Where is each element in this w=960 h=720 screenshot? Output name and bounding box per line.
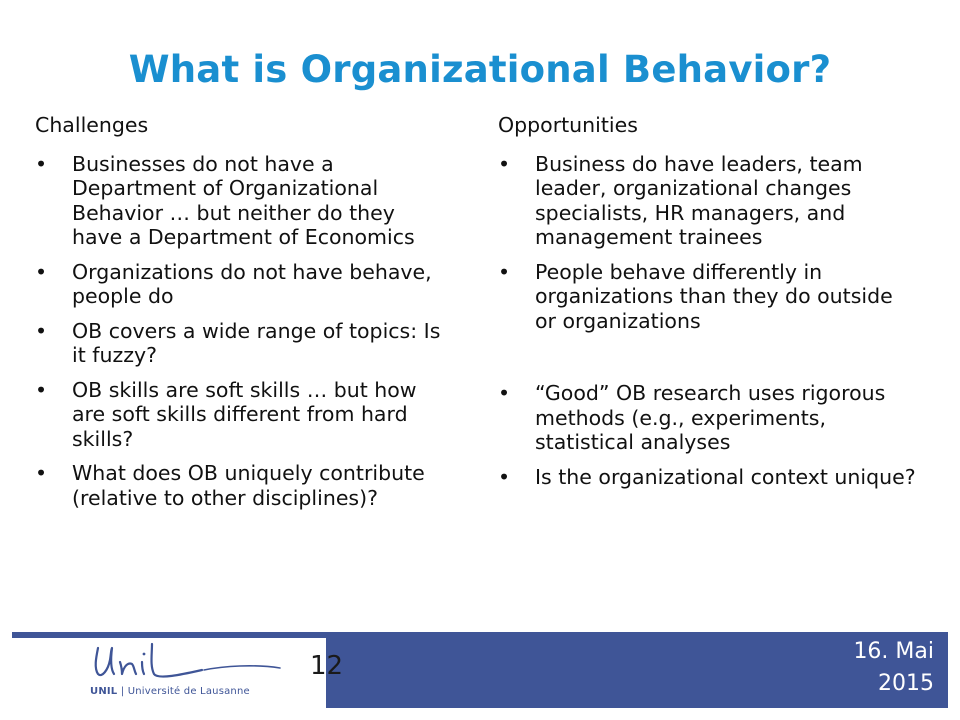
bullet-icon: • [498, 381, 511, 405]
bullet-icon: • [35, 151, 48, 176]
list-item-text: Business do have leaders, team leader, organizational changes specialists, HR managers, and management trainees [535, 151, 863, 249]
challenges-heading: Challenges [35, 113, 149, 137]
list-item [35, 152, 450, 250]
bullet-icon: • [35, 318, 48, 343]
list-item [498, 260, 918, 334]
university-name: Université de Lausanne [127, 686, 250, 697]
list-item-text: OB skills are soft skills … but how are soft skills different from hard skills? [72, 377, 417, 451]
challenges-list [35, 152, 450, 511]
list-item [35, 378, 450, 452]
bullet-icon: • [498, 259, 511, 284]
list-item [498, 381, 918, 455]
bullet-icon: • [498, 151, 511, 176]
list-item-text: Is the organizational context unique? [535, 464, 916, 489]
list-item-text: OB covers a wide range of topics: Is it fuzzy? [72, 318, 441, 367]
opportunities-column [498, 113, 918, 499]
list-item [498, 465, 918, 490]
date-line-year: 2015 [878, 671, 934, 696]
challenges-column [35, 113, 450, 520]
slide-title: What is Organizational Behavior? [128, 48, 832, 91]
unil-logo-caption [90, 686, 250, 697]
bullet-icon: • [35, 377, 48, 402]
list-item [35, 260, 450, 309]
unil-abbrev: UNIL [90, 686, 118, 697]
page-number: 12 [310, 651, 344, 681]
list-item [498, 152, 918, 250]
list-item-text: People behave differently in organizations than they do outside or organizations [535, 259, 893, 333]
bullet-icon: • [35, 461, 48, 485]
bullet-icon: • [35, 259, 48, 284]
list-item [35, 461, 450, 510]
opportunities-list [498, 152, 918, 490]
opportunities-heading: Opportunities [498, 113, 638, 137]
list-item-text: Businesses do not have a Department of Organizational Behavior … but neither do they have a Department of Economics [72, 151, 415, 249]
date-line-day: 16. Mai [853, 639, 934, 664]
unil-wordmark-icon [84, 640, 284, 686]
logo-separator: | [117, 686, 128, 697]
list-item-text: “Good” OB research uses rigorous methods (e.g., experiments, statistical analyses [535, 381, 886, 454]
bullet-icon: • [498, 464, 511, 489]
slide-date [853, 636, 934, 700]
list-item [35, 319, 450, 368]
list-item-text: Organizations do not have behave, people do [72, 259, 432, 308]
list-item-text: What does OB uniquely contribute (relative to other disciplines)? [72, 461, 425, 510]
